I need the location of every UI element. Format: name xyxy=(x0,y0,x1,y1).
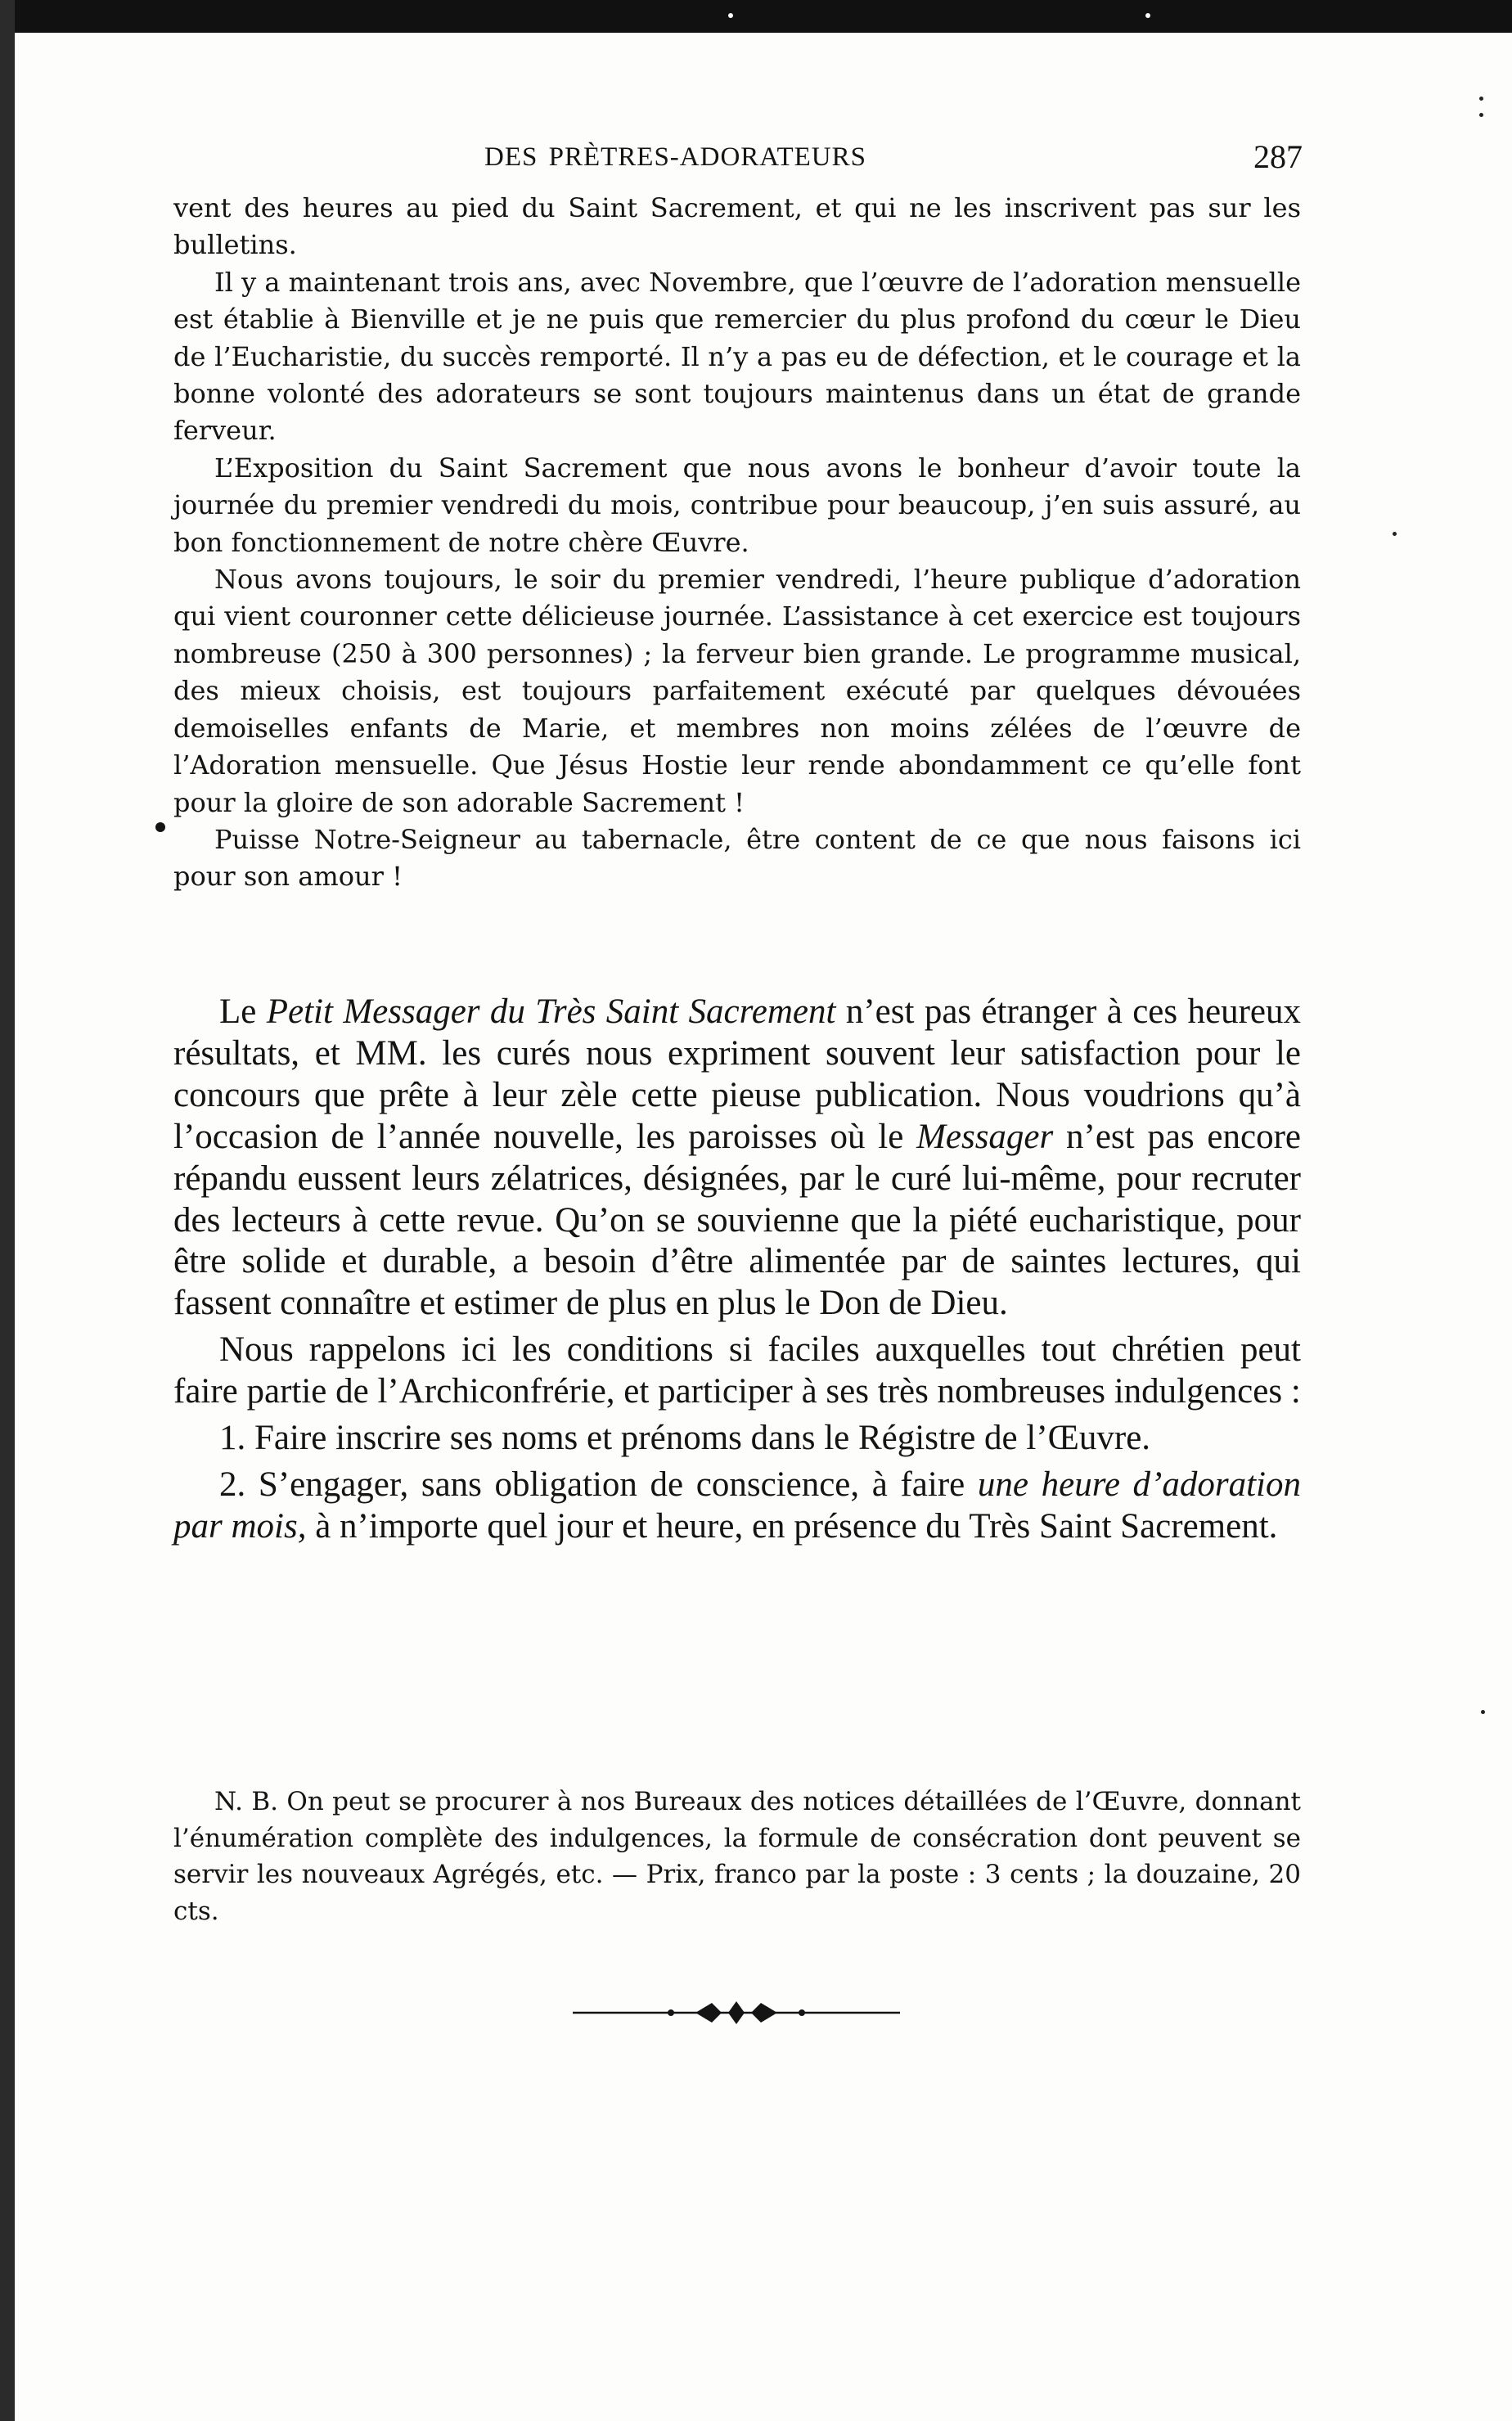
publication-name: Messager xyxy=(916,1117,1054,1156)
margin-speck xyxy=(1393,532,1397,536)
emphasis: une heure d’adoration par mois, xyxy=(173,1465,1302,1546)
paragraph: Nous rappelons ici les conditions si faciles auxquelles tout chrétien peut faire partie de l’Archiconfrérie, et participer à ses très nombreuses indulgences : xyxy=(173,1330,1301,1411)
letter-excerpt xyxy=(173,190,1301,896)
text: n’est pas étranger à ces heureux résultats, et MM. les curés nous expriment souvent leur satisfaction pour le concours que prête à leur zèle cette pieuse publication. Nous voudrions qu’à l’occasion de l’année nouvelle, les paroisses où le xyxy=(173,992,1301,1156)
margin-speck xyxy=(1479,113,1483,117)
condition-item xyxy=(173,1465,1301,1548)
paragraph: Nous avons toujours, le soir du premier vendredi, l’heure publique d’adoration qui vient couronner cette délicieuse journée. L’assistance à cet exercice est toujours nombreuse (250 à 300 personnes) ; la ferveur bien grande. Le programme musical, des mieux choisis, est toujours parfaitement exécuté par quelques dévouées demoiselles enfants de Marie, et membres non moins zélées de l’œuvre de l’Adoration mensuelle. Que Jésus Hostie leur rende abondamment ce qu’elle font pour la gloire de son adorable Sacrement ! xyxy=(173,564,1301,818)
scan-left-border xyxy=(0,0,15,2421)
text: n’est pas encore répandu eussent leurs zélatrices, désignées, par le curé lui-même, pour recruter des lecteurs à cette revue. Qu’on se souvienne que la piété eucharistique, pour être solide et durable, a besoin d’être alimentée par de saintes lectures, qui fassent connaître et estimer de plus en plus le Don de Dieu. xyxy=(173,1117,1301,1323)
paragraph: vent des heures au pied du Saint Sacrement, et qui ne les inscrivent pas sur les bulletins. xyxy=(173,192,1301,261)
nota-bene xyxy=(173,1784,1301,1930)
page-header xyxy=(173,137,1303,187)
paragraph: Puisse Notre-Seigneur au tabernacle, être content de ce que nous faisons ici pour son amour ! xyxy=(173,823,1301,893)
margin-speck xyxy=(1479,97,1483,101)
paragraph: Il y a maintenant trois ans, avec Novembre, que l’œuvre de l’adoration mensuelle est établie à Bienville et je ne puis que remercier du plus profond du cœur le Dieu de l’Eucharistie, du succès remporté. Il n’y a pas eu de défection, et le courage et la bonne volonté des adorateurs se sont toujours maintenus dans un état de grande ferveur. xyxy=(173,266,1301,447)
scan-top-border xyxy=(0,0,1512,33)
running-head: DES PRÈTRES-ADORATEURS xyxy=(484,142,866,172)
main-text xyxy=(173,992,1301,1548)
section-end-ornament xyxy=(573,1996,900,2029)
paragraph: N. B. On peut se procurer à nos Bureaux des notices détaillées de l’Œuvre, donnant l’énumération complète des indulgences, la formule de consécration dont peuvent se servir les nouveaux Agrégés, etc. — Prix, franco par la poste : 3 cents ; la douzaine, 20 cts. xyxy=(173,1787,1301,1927)
condition-item: 1. Faire inscrire ses noms et prénoms dans le Régistre de l’Œuvre. xyxy=(219,1419,1151,1458)
text: à n’importe quel jour et heure, en présence du Très Saint Sacrement. xyxy=(315,1506,1278,1546)
paragraph: L’Exposition du Saint Sacrement que nous avons le bonheur d’avoir toute la journée du premier vendredi du mois, contribue pour beaucoup, j’en suis assuré, au bon fonctionnement de notre chère Œuvre. xyxy=(173,452,1301,558)
margin-bullet xyxy=(155,822,165,832)
paragraph xyxy=(173,992,1301,1325)
page-number: 287 xyxy=(1253,138,1303,175)
margin-speck xyxy=(1481,1710,1485,1714)
publication-title: Petit Messager du Très Saint Sacrement xyxy=(266,992,836,1031)
scan-speck xyxy=(728,13,733,18)
text: 2. S’engager, sans obligation de conscience, à faire xyxy=(219,1465,965,1504)
scan-speck xyxy=(1145,13,1150,18)
text: Le xyxy=(219,992,257,1031)
